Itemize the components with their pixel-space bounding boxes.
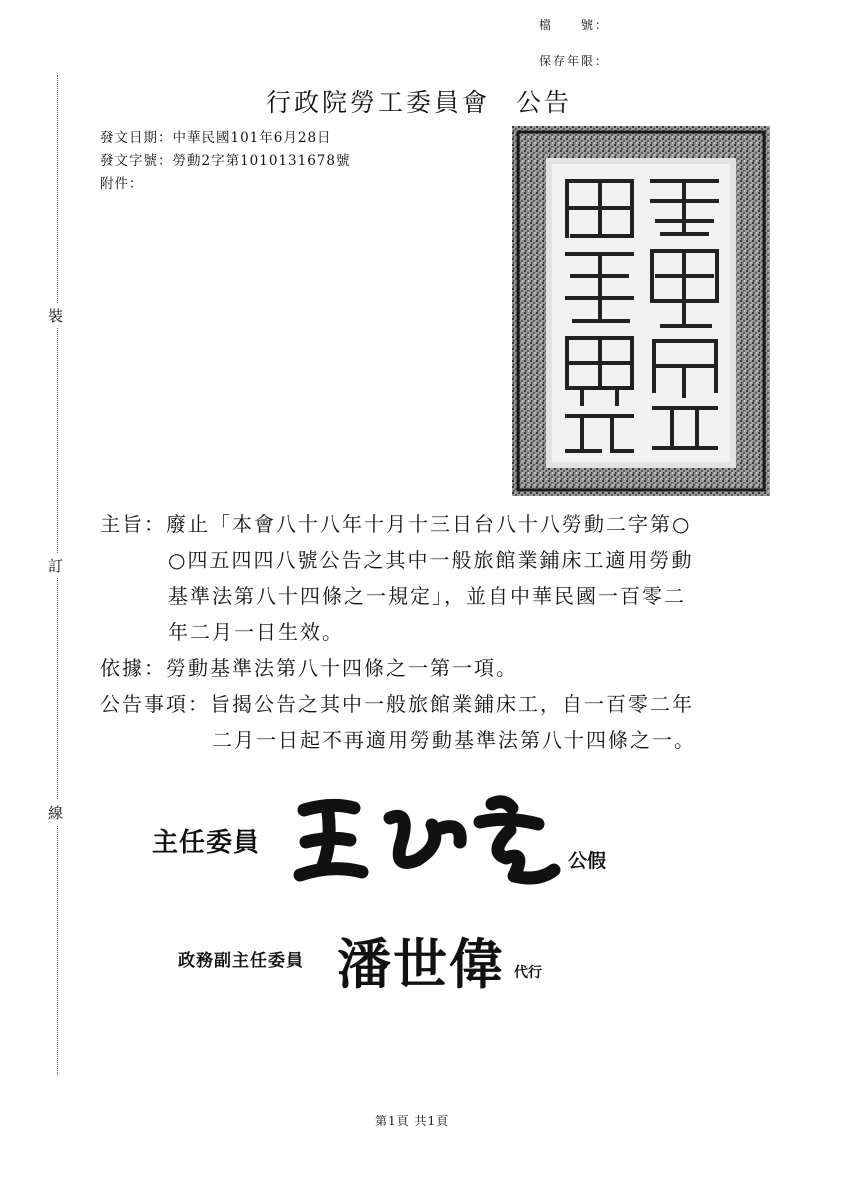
chief-commissioner-title: 主任委員 (152, 828, 261, 858)
chief-signature-image (292, 790, 562, 890)
subject-line-3: 基準法第八十四條之一規定」，並自中華民國一百零二 (168, 584, 686, 608)
attachment-row (100, 172, 144, 192)
binding-char-zhuang: 裝 (48, 303, 63, 328)
subject-line-1: 主旨：廢止「本會八十八年十月十三日台八十八勞動二字第○ (100, 512, 692, 536)
binding-char-xian: 線 (48, 800, 63, 825)
reference-number-row (100, 149, 350, 169)
document-type: 公告 (516, 88, 573, 117)
deputy-name: 潘世偉 (337, 933, 505, 996)
file-number-label: 檔 號： (538, 18, 609, 32)
reference-number-value: 勞動2字第1010131678號 (172, 153, 351, 169)
issue-date-label: 發文日期： (100, 130, 173, 146)
page-title (266, 83, 572, 119)
agency-name: 行政院勞工委員會 (266, 88, 491, 117)
reference-number-label: 發文字號： (100, 153, 173, 169)
binding-char-ding: 訂 (48, 553, 63, 578)
retention-period-label: 保存年限： (538, 54, 609, 68)
issue-date-value: 中華民國101年6月28日 (172, 130, 332, 146)
attachment-label: 附件： (100, 176, 144, 192)
page-number: 第1頁 共1頁 (375, 1114, 450, 1128)
subject-line-2: ○四五四四八號公告之其中一般旅館業鋪床工適用勞動 (168, 548, 694, 572)
basis-line: 依據：勞動基準法第八十四條之一第一項。 (100, 656, 518, 680)
notice-line-1: 公告事項：旨揭公告之其中一般旅館業鋪床工，自一百零二年 (100, 692, 694, 716)
deputy-commissioner-title: 政務副主任委員 (178, 951, 304, 971)
notice-line-2: 二月一日起不再適用勞動基準法第八十四條之一。 (212, 728, 696, 752)
issue-date-row (100, 126, 332, 146)
official-seal-image (512, 126, 770, 496)
deputy-acting-note: 代行 (514, 965, 542, 981)
subject-line-4: 年二月一日生效。 (168, 620, 344, 644)
chief-status-note: 公假 (568, 850, 607, 872)
